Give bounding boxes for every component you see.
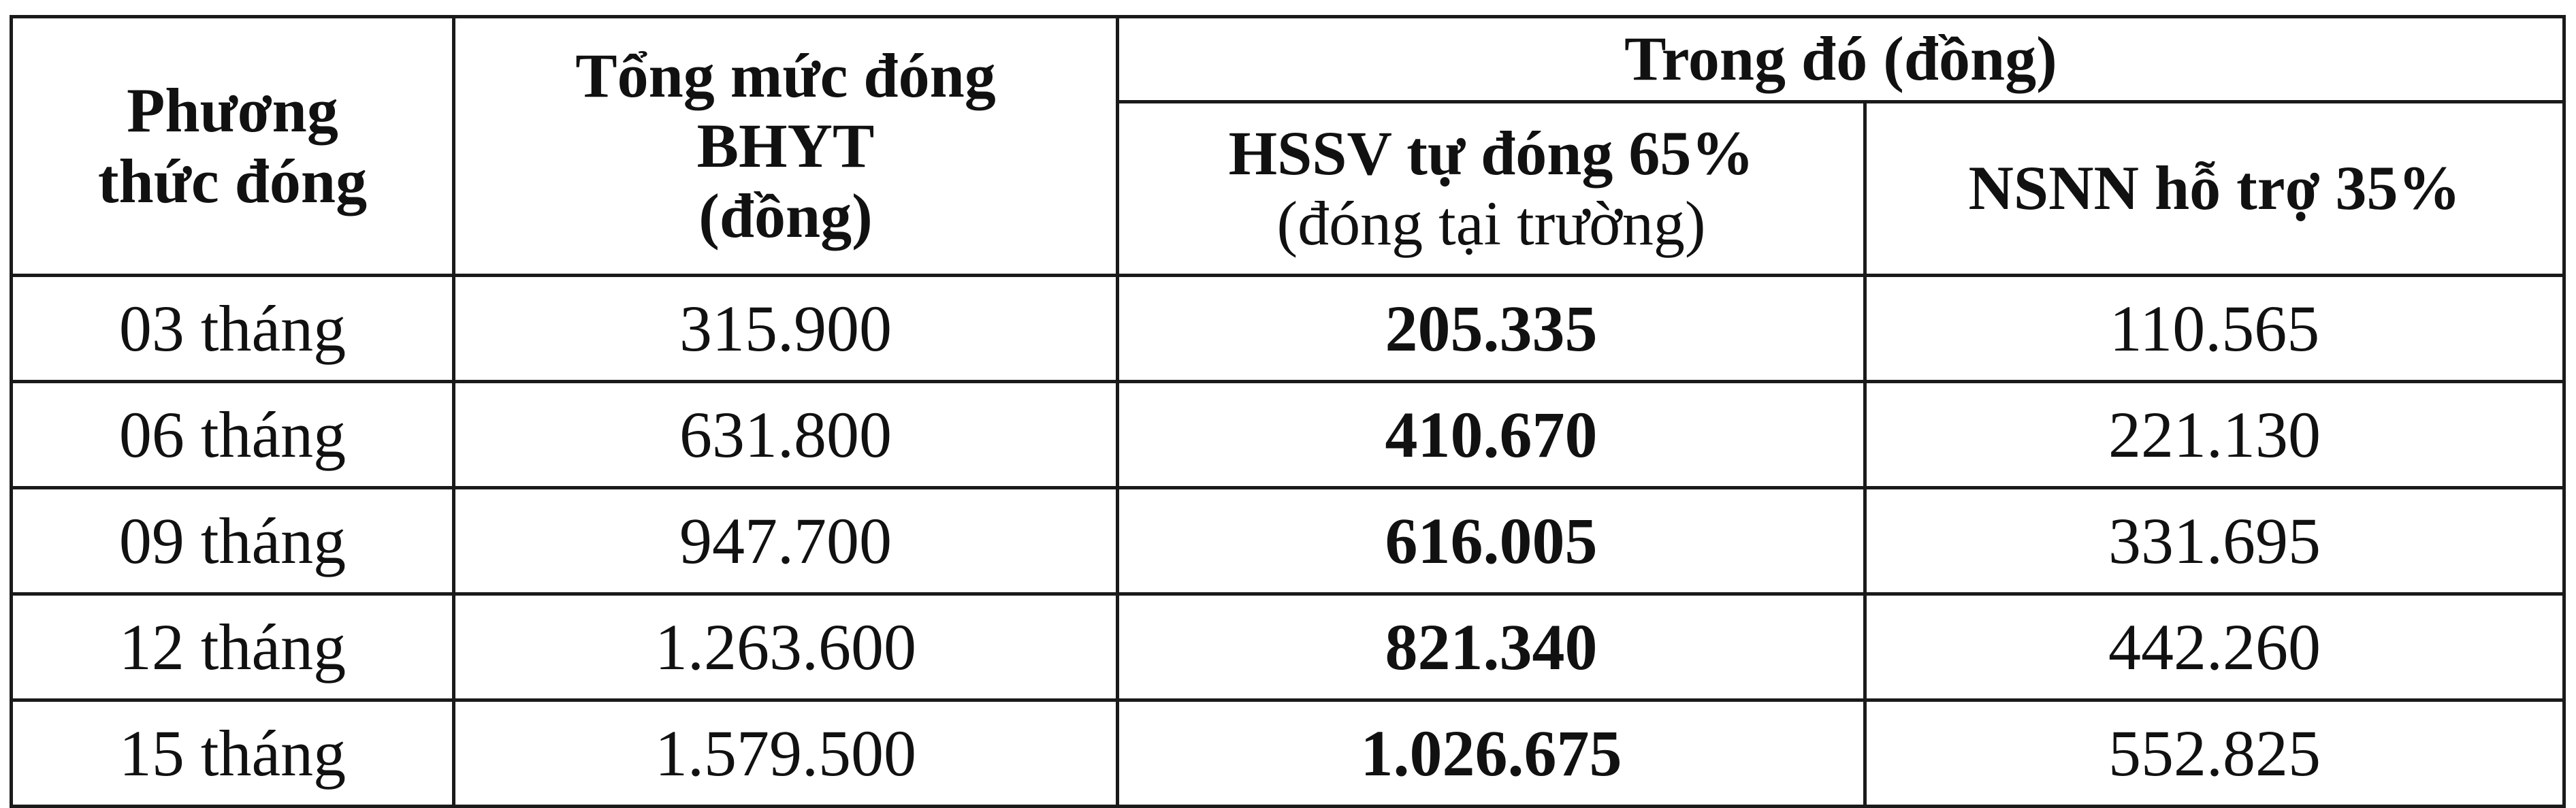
cell-total: 1.263.600 — [454, 594, 1118, 700]
cell-method: 15 tháng — [12, 700, 454, 807]
cell-method: 06 tháng — [12, 382, 454, 488]
table-row — [12, 276, 2564, 382]
cell-method: 03 tháng — [12, 276, 454, 382]
table-row — [12, 382, 2564, 488]
table-row — [12, 594, 2564, 700]
cell-state: 552.825 — [1865, 700, 2564, 807]
cell-state: 331.695 — [1865, 488, 2564, 594]
header-row-1 — [12, 17, 2564, 102]
header-group: Trong đó (đồng) — [1118, 17, 2564, 102]
cell-state: 110.565 — [1865, 276, 2564, 382]
cell-method: 09 tháng — [12, 488, 454, 594]
header-total-line-2: BHYT — [696, 110, 875, 180]
table-row — [12, 488, 2564, 594]
insurance-fee-table — [10, 15, 2566, 808]
header-state: NSNN hỗ trợ 35% — [1865, 102, 2564, 276]
header-student — [1118, 102, 1865, 276]
header-method-line-2: thức đóng — [97, 146, 368, 216]
cell-state: 221.130 — [1865, 382, 2564, 488]
cell-method: 12 tháng — [12, 594, 454, 700]
cell-student: 821.340 — [1118, 594, 1865, 700]
header-total-line-1: Tổng mức đóng — [575, 40, 996, 110]
table-row — [12, 700, 2564, 807]
header-total — [454, 17, 1118, 276]
cell-total: 631.800 — [454, 382, 1118, 488]
cell-state: 442.260 — [1865, 594, 2564, 700]
header-total-line-3: (đồng) — [698, 181, 873, 251]
header-method — [12, 17, 454, 276]
header-student-label: HSSV tự đóng 65% — [1228, 118, 1754, 188]
cell-total: 1.579.500 — [454, 700, 1118, 807]
cell-student: 616.005 — [1118, 488, 1865, 594]
cell-total: 315.900 — [454, 276, 1118, 382]
header-method-line-1: Phương — [127, 76, 338, 146]
cell-student: 205.335 — [1118, 276, 1865, 382]
cell-total: 947.700 — [454, 488, 1118, 594]
header-student-note: (đóng tại trường) — [1276, 189, 1706, 258]
cell-student: 1.026.675 — [1118, 700, 1865, 807]
cell-student: 410.670 — [1118, 382, 1865, 488]
